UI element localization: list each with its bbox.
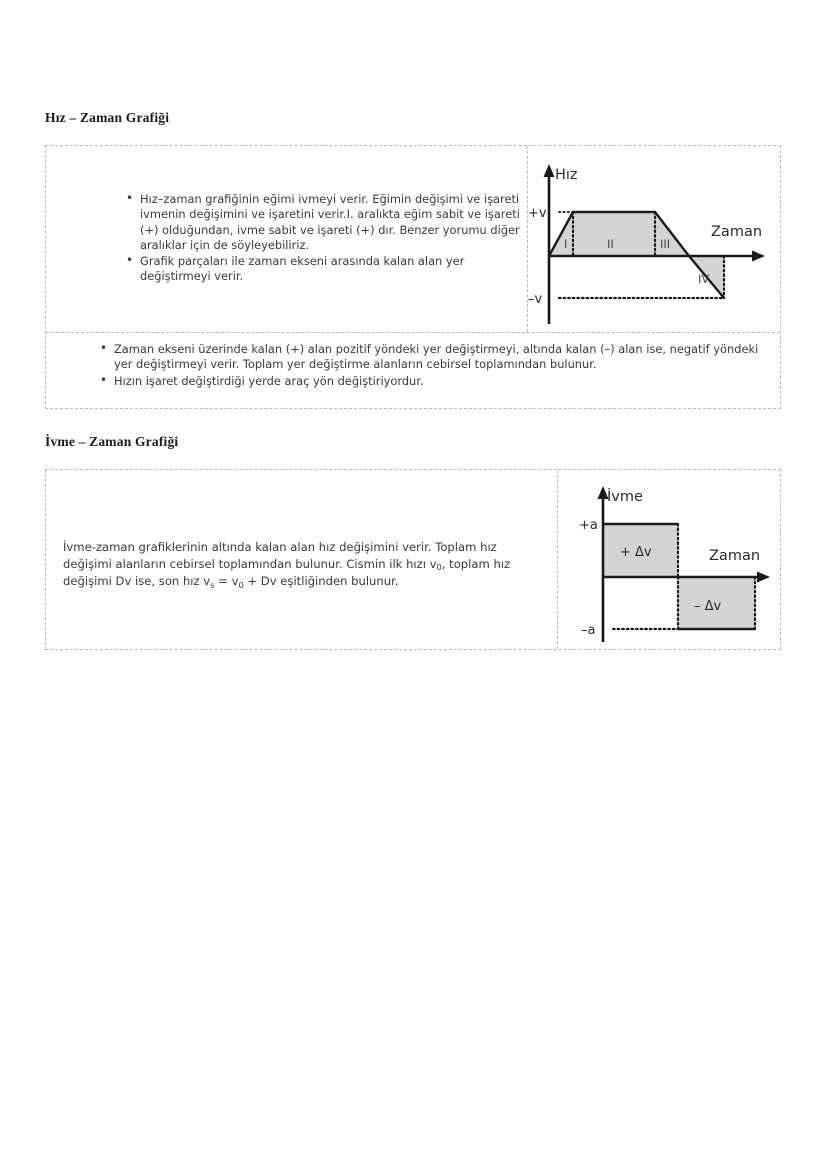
velocity-time-graph — [528, 146, 780, 333]
paragraph-part-4: + Dv eşitliğinden bulunur. — [243, 574, 399, 588]
velocity-bullet-list-top — [100, 192, 520, 286]
acceleration-time-graph — [558, 470, 780, 649]
list-item: • Hız–zaman grafiğinin eğimi ivmeyi verir. Eğimin değişimi ve işareti ivmenin değişimini ve işaretini verir.I. aralıkta eğim sabit ve işareti (+) olduğundan, ivme sabit ve işareti (+) dır. Benzer yorumu diğer aralıklar için de söyleyebiliriz. — [126, 192, 520, 253]
negative-delta-v-label: – Δv — [694, 599, 722, 614]
acceleration-time-graph-cell — [558, 470, 780, 649]
list-item: • Zaman ekseni üzerinde kalan (+) alan pozitif yöndeki yer değiştirmeyi, altında kalan (–) alan ise, negatif yöndeki yer değiştirmeyi verir. Toplam yer değiştirme alanların cebirsel toplamından bulunur. — [100, 342, 764, 373]
paragraph-sub-1: 0 — [436, 562, 442, 572]
x-axis-label-zaman: Zaman — [709, 548, 761, 564]
region-label-4: IV — [698, 272, 710, 286]
list-item: • Grafik parçaları ile zaman ekseni arasında kalan alan yer değiştirmeyi verir. — [126, 254, 520, 285]
y-tick-plus-a: +a — [579, 518, 598, 533]
velocity-time-graph-cell — [528, 146, 780, 332]
region-label-3: III — [660, 237, 671, 251]
acceleration-time-table-row-1 — [46, 470, 780, 649]
y-tick-minus-v: –v — [528, 292, 543, 307]
velocity-time-text-cell — [46, 146, 528, 332]
section-heading-velocity-time: Hız – Zaman Grafiği — [45, 110, 170, 125]
positive-delta-v-label: + Δv — [620, 545, 652, 560]
y-axis-label-hiz: Hız — [555, 167, 578, 183]
x-axis-arrow — [757, 572, 770, 583]
region-label-1: I — [564, 237, 568, 251]
acceleration-time-table — [45, 469, 781, 650]
paragraph-part-1: İvme-zaman grafiklerinin altında kalan alan hız değişimini verir. Toplam hız değişimi alanların cebirsel toplamından bulunur. Cismin ilk hızı v — [63, 540, 497, 571]
velocity-time-table-row-2 — [46, 333, 780, 407]
velocity-time-table-row-1 — [46, 146, 780, 333]
velocity-time-table — [45, 145, 781, 409]
paragraph-part-3: = v — [214, 574, 239, 588]
y-axis-arrow — [544, 164, 555, 177]
paragraph-sub-3: 0 — [238, 579, 244, 590]
y-tick-minus-a: –a — [581, 623, 596, 638]
acceleration-paragraph — [63, 539, 541, 591]
list-item: • Hızın işaret değiştirdiği yerde araç yön değiştiriyordur. — [100, 374, 764, 389]
x-axis-arrow — [752, 251, 765, 262]
velocity-time-notes-cell — [46, 333, 780, 407]
acceleration-time-text-cell — [46, 470, 558, 649]
paragraph-part-2: , toplam hız değişimi Dv ise, son hız v — [63, 556, 511, 588]
region-label-2: II — [607, 237, 614, 251]
velocity-bullet-list-bottom — [74, 342, 764, 390]
x-axis-label-zaman: Zaman — [711, 224, 763, 240]
paragraph-sub-2: s — [210, 579, 215, 590]
y-axis-label-ivme: İvme — [607, 489, 643, 505]
y-tick-plus-v: +v — [528, 206, 547, 221]
section-heading-acceleration-time: İvme – Zaman Grafiği — [45, 434, 179, 449]
